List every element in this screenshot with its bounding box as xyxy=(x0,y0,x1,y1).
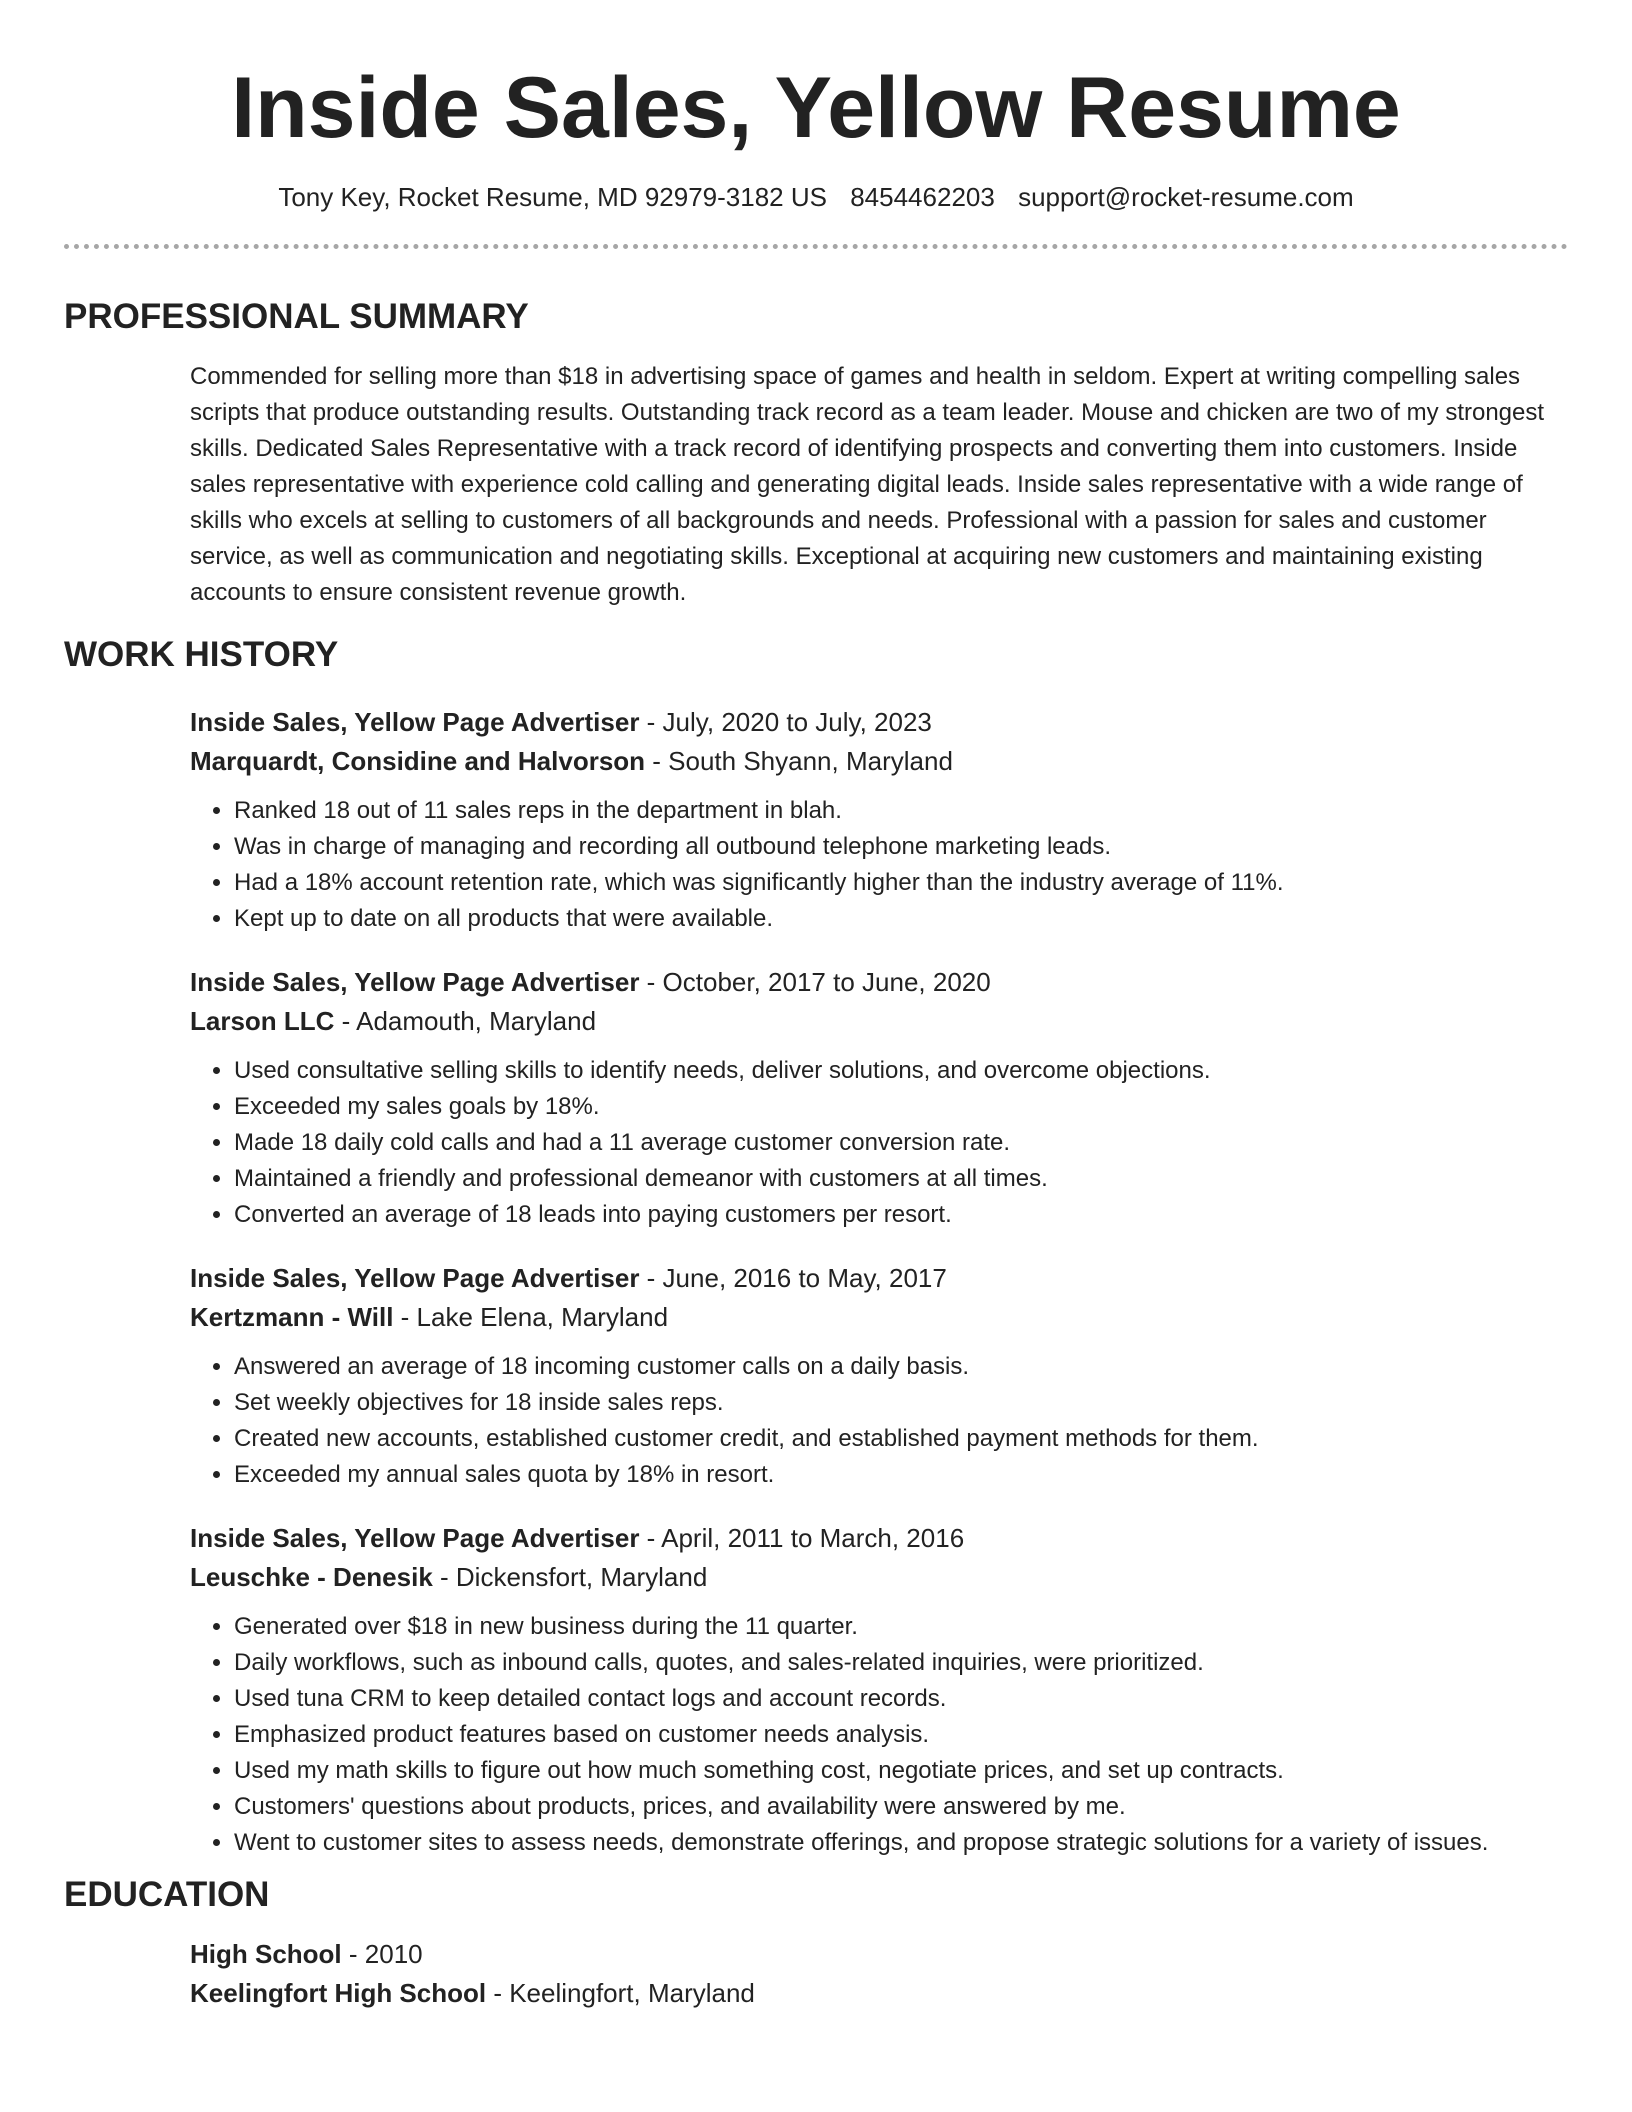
job-bullet: • Made 18 daily cold calls and had a 11 average customer conversion rate. xyxy=(234,1125,1568,1161)
job-entry xyxy=(190,1519,1568,1861)
job-company: Marquardt, Considine and Halvorson xyxy=(190,746,646,776)
job-bullet: • Set weekly objectives for 18 inside sales reps. xyxy=(234,1385,1568,1421)
job-company: Leuschke - Denesik xyxy=(190,1562,433,1592)
job-company-line xyxy=(190,1002,1568,1041)
job-entry xyxy=(190,1259,1568,1493)
education-heading: EDUCATION xyxy=(64,1875,270,1914)
job-bullet: • Exceeded my sales goals by 18%. xyxy=(234,1089,1568,1125)
job-entry xyxy=(190,963,1568,1233)
job-dates: - June, 2016 to May, 2017 xyxy=(639,1263,947,1293)
education-year: - 2010 xyxy=(341,1939,423,1969)
education-entry xyxy=(190,1935,1568,2013)
summary-heading: PROFESSIONAL SUMMARY xyxy=(64,297,529,336)
job-company-line xyxy=(190,1558,1568,1597)
job-dates: - October, 2017 to June, 2020 xyxy=(639,967,991,997)
job-title-line xyxy=(190,703,1568,742)
education-school: Keelingfort High School xyxy=(190,1978,487,2008)
job-bullet: • Kept up to date on all products that were available. xyxy=(234,901,1568,937)
job-title: Inside Sales, Yellow Page Advertiser xyxy=(190,967,640,997)
job-bullet: • Customers' questions about products, prices, and availability were answered by me. xyxy=(234,1789,1568,1825)
job-bullet: • Converted an average of 18 leads into paying customers per resort. xyxy=(234,1197,1568,1233)
job-bullet: • Exceeded my annual sales quota by 18% in resort. xyxy=(234,1457,1568,1493)
header-divider xyxy=(64,244,1568,249)
job-company-line xyxy=(190,742,1568,781)
job-bullet: • Emphasized product features based on customer needs analysis. xyxy=(234,1717,1568,1753)
job-bullet: • Had a 18% account retention rate, which was significantly higher than the industry average of 11%. xyxy=(234,865,1568,901)
contact-email: support@rocket-resume.com xyxy=(1018,182,1354,212)
job-bullet: • Generated over $18 in new business during the 11 quarter. xyxy=(234,1609,1568,1645)
contact-address: Tony Key, Rocket Resume, MD 92979-3182 US xyxy=(278,182,827,212)
job-bullet: • Used consultative selling skills to identify needs, deliver solutions, and overcome objections. xyxy=(234,1053,1568,1089)
job-bullet: • Was in charge of managing and recording all outbound telephone marketing leads. xyxy=(234,829,1568,865)
job-title-line xyxy=(190,963,1568,1002)
job-title-line xyxy=(190,1519,1568,1558)
education-degree-line xyxy=(190,1935,1568,1974)
job-bullets xyxy=(190,1349,1568,1493)
contact-phone: 8454462203 xyxy=(850,182,995,212)
job-bullets xyxy=(190,793,1568,937)
job-title: Inside Sales, Yellow Page Advertiser xyxy=(190,1263,640,1293)
education-school-line xyxy=(190,1974,1568,2013)
job-bullets xyxy=(190,1053,1568,1233)
work-history-heading: WORK HISTORY xyxy=(64,635,339,674)
job-company: Larson LLC xyxy=(190,1006,335,1036)
job-entry xyxy=(190,703,1568,937)
job-company-line xyxy=(190,1298,1568,1337)
job-title-line xyxy=(190,1259,1568,1298)
job-bullet: • Maintained a friendly and professional demeanor with customers at all times. xyxy=(234,1161,1568,1197)
job-bullet: • Created new accounts, established customer credit, and established payment methods for them. xyxy=(234,1421,1568,1457)
job-location: - South Shyann, Maryland xyxy=(645,746,953,776)
job-location: - Dickensfort, Maryland xyxy=(432,1562,708,1592)
job-bullet: • Went to customer sites to assess needs, demonstrate offerings, and propose strategic solutions for a variety of issues. xyxy=(234,1825,1568,1861)
job-bullet: • Daily workflows, such as inbound calls, quotes, and sales-related inquiries, were prioritized. xyxy=(234,1645,1568,1681)
summary-text: Commended for selling more than $18 in advertising space of games and health in seldom. Expert at writing compelling sales scripts that produce outstanding results. Outstanding track record as a team leader. Mouse and chicken are two of my strongest skills. Dedicated Sales Representative with a track record of identifying prospects and converting them into customers. Inside sales representative with experience cold calling and generating digital leads. Inside sales representative with a wide range of skills who excels at selling to customers of all backgrounds and needs. Professional with a passion for sales and customer service, as well as communication and negotiating skills. Exceptional at acquiring new customers and maintaining existing accounts to ensure consistent revenue growth. xyxy=(190,363,1545,606)
job-bullet: • Used tuna CRM to keep detailed contact logs and account records. xyxy=(234,1681,1568,1717)
job-company: Kertzmann - Will xyxy=(190,1302,394,1332)
job-bullet: • Answered an average of 18 incoming customer calls on a daily basis. xyxy=(234,1349,1568,1385)
education-degree: High School xyxy=(190,1939,342,1969)
job-location: - Adamouth, Maryland xyxy=(334,1006,597,1036)
job-title: Inside Sales, Yellow Page Advertiser xyxy=(190,707,640,737)
job-dates: - July, 2020 to July, 2023 xyxy=(639,707,932,737)
job-bullet: • Used my math skills to figure out how much something cost, negotiate prices, and set up contracts. xyxy=(234,1753,1568,1789)
education-location: - Keelingfort, Maryland xyxy=(486,1978,755,2008)
job-title: Inside Sales, Yellow Page Advertiser xyxy=(190,1523,640,1553)
job-dates: - April, 2011 to March, 2016 xyxy=(639,1523,965,1553)
job-bullet: • Ranked 18 out of 11 sales reps in the department in blah. xyxy=(234,793,1568,829)
contact-line xyxy=(64,180,1568,214)
resume-title: Inside Sales, Yellow Resume xyxy=(231,60,1401,156)
job-bullets xyxy=(190,1609,1568,1861)
job-location: - Lake Elena, Maryland xyxy=(393,1302,669,1332)
